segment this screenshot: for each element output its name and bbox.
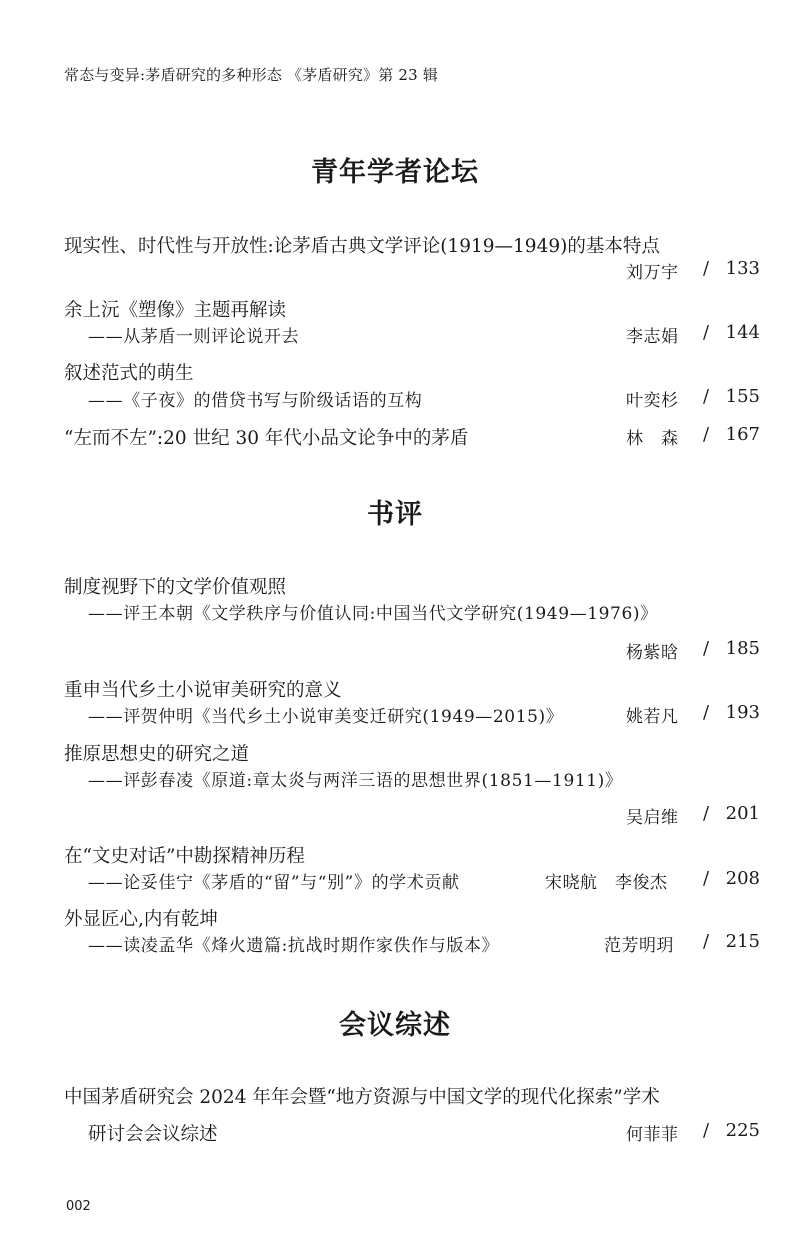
entry-page: 208 (725, 868, 760, 889)
entry-subtitle: ——《子夜》的借贷书写与阶级话语的互构 (88, 391, 423, 411)
separator-slash: / (703, 322, 710, 343)
entry-subtitle: ——评王本朝《文学秩序与价值认同:中国当代文学研究(1949—1976)》 (88, 604, 658, 624)
entry-author: 叶奕杉 (626, 391, 679, 411)
separator-slash: / (703, 258, 710, 279)
separator-slash: / (703, 1120, 710, 1141)
entry-author: 刘万宇 (626, 263, 679, 283)
entry-page: 225 (725, 1120, 760, 1141)
entry-page: 133 (725, 258, 760, 279)
entry-author: 宋晓航 李俊杰 (545, 873, 668, 893)
entry-author: 姚若凡 (626, 707, 679, 727)
entry-title: 叙述范式的萌生 (64, 363, 194, 384)
entry-title: “左而不左”:20 世纪 30 年代小品文论争中的茅盾 (64, 428, 469, 449)
entry-subtitle: ——评贺仲明《当代乡土小说审美变迁研究(1949—2015)》 (88, 707, 564, 727)
section-title-youth-forum: 青年学者论坛 (311, 157, 479, 188)
entry-title: 推原思想史的研究之道 (64, 744, 250, 765)
entry-title: 中国茅盾研究会 2024 年年会暨“地方资源与中国文学的现代化探索”学术 (64, 1087, 660, 1108)
entry-subtitle: ——读凌孟华《烽火遗篇:抗战时期作家佚作与版本》 (88, 936, 500, 956)
entry-subtitle: ——从茅盾一则评论说开去 (88, 327, 300, 347)
entry-author: 杨紫晗 (626, 643, 679, 663)
entry-title-continued: 研讨会会议综述 (88, 1124, 218, 1145)
section-title-book-reviews: 书评 (367, 499, 423, 530)
entry-author: 李志娟 (626, 327, 679, 347)
entry-title: 在“文史对话”中勘探精神历程 (64, 846, 305, 867)
section-title-conference-review: 会议综述 (339, 1010, 451, 1041)
separator-slash: / (703, 931, 710, 952)
entry-author: 范芳明玥 (604, 936, 674, 956)
entry-page: 215 (725, 931, 760, 952)
entry-author: 林 森 (626, 429, 679, 449)
separator-slash: / (703, 424, 710, 445)
separator-slash: / (703, 638, 710, 659)
entry-author: 何菲菲 (626, 1125, 679, 1145)
entry-page: 167 (725, 424, 760, 445)
separator-slash: / (703, 386, 710, 407)
entry-page: 201 (725, 803, 760, 824)
entry-subtitle: ——论妥佳宁《茅盾的“留”与“别”》的学术贡献 (88, 873, 460, 893)
separator-slash: / (703, 803, 710, 824)
entry-title: 外显匠心,内有乾坤 (64, 909, 218, 930)
entry-title: 余上沅《塑像》主题再解读 (64, 300, 287, 321)
page-folio: 002 (66, 1199, 91, 1214)
entry-author: 吴启维 (626, 808, 679, 828)
entry-page: 144 (725, 322, 760, 343)
entry-title: 现实性、时代性与开放性:论茅盾古典文学评论(1919—1949)的基本特点 (64, 236, 660, 257)
entry-title: 制度视野下的文学价值观照 (64, 577, 287, 598)
entry-page: 155 (725, 386, 760, 407)
entry-page: 185 (725, 638, 760, 659)
entry-title: 重申当代乡土小说审美研究的意义 (64, 680, 342, 701)
running-header: 常态与变异:茅盾研究的多种形态 《茅盾研究》第 23 辑 (64, 66, 439, 84)
entry-page: 193 (725, 702, 760, 723)
entry-subtitle: ——评彭春凌《原道:章太炎与两洋三语的思想世界(1851—1911)》 (88, 771, 623, 791)
separator-slash: / (703, 868, 710, 889)
separator-slash: / (703, 702, 710, 723)
